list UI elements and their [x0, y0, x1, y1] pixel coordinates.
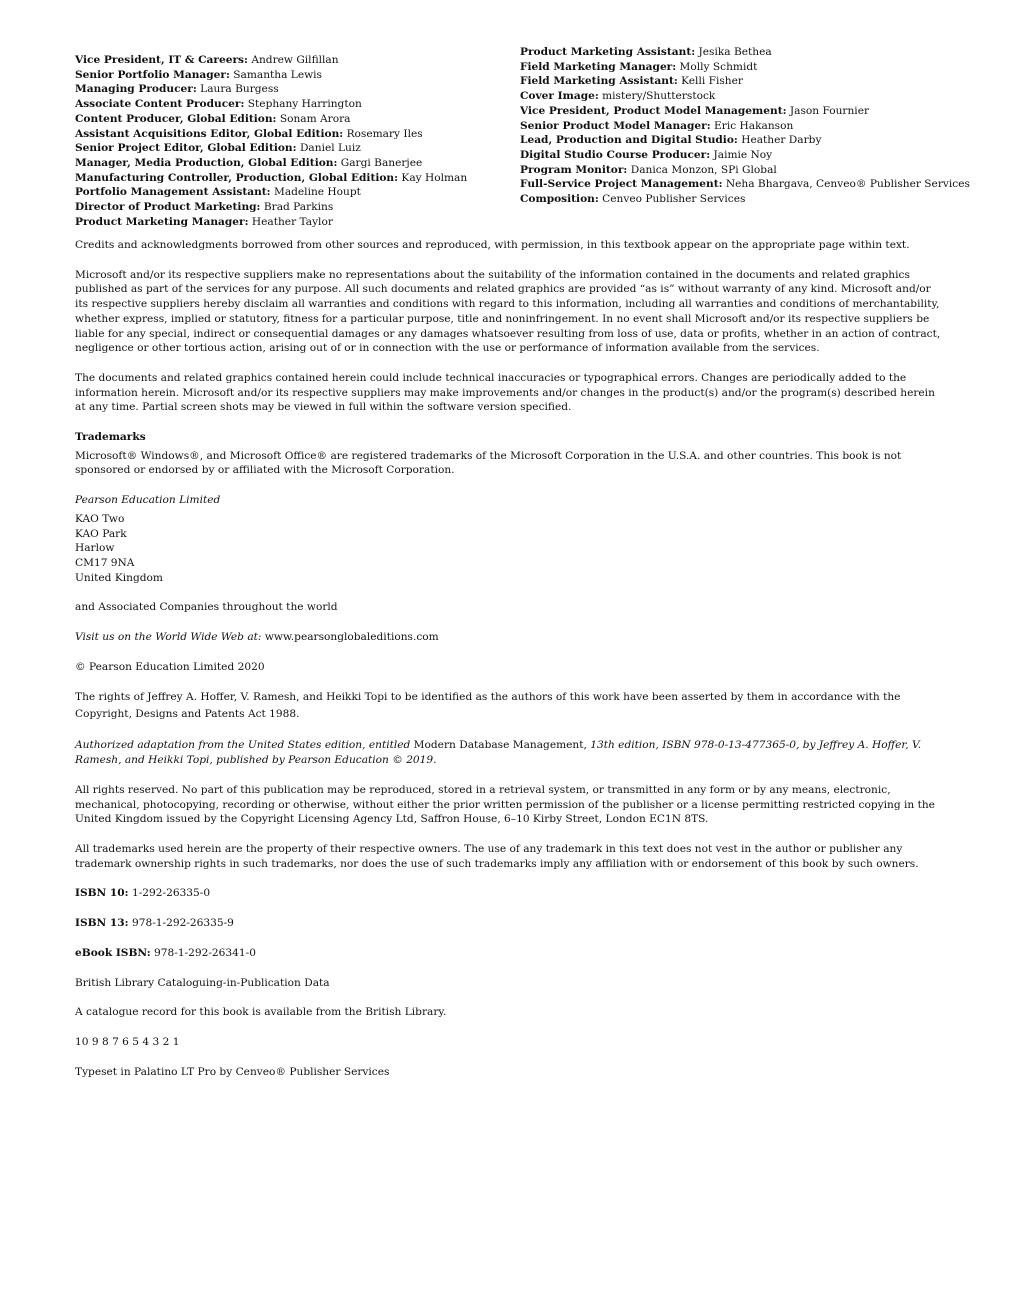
credit-line — [520, 119, 950, 134]
credit-role: Assistant Acquisitions Editor, Global Edition: — [75, 127, 344, 140]
isbn-13 — [75, 916, 945, 931]
isbn-10 — [75, 886, 945, 901]
body-text — [75, 238, 945, 1079]
trademarks-text: Microsoft® Windows®, and Microsoft Office® are registered trademarks of the Microsoft Corporation in the U.S.A. and other countries. This book is not sponsored or endorsed by or affiliated with the Microsoft Corporation. — [75, 449, 902, 477]
credit-role: Field Marketing Manager: — [520, 60, 677, 73]
credit-role: Portfolio Management Assistant: — [75, 186, 271, 199]
credit-name: Laura Burgess — [200, 83, 279, 96]
credit-role: Director of Product Marketing: — [75, 201, 261, 214]
credit-line — [75, 53, 495, 68]
credit-line — [520, 163, 950, 178]
credit-role: Cover Image: — [520, 90, 599, 103]
credit-role: Manufacturing Controller, Production, Global Edition: — [75, 171, 399, 184]
credit-role: Field Marketing Assistant: — [520, 75, 678, 88]
all-rights-reserved: All rights reserved. No part of this publication may be reproduced, stored in a retrieval system, or transmitted in any form or by any means, electronic, mechanical, photocopying, recording or otherwise, without either the prior written permission of the publisher or a license permitting restricted copying in the United Kingdom issued by the Copyright Licensing Agency Ltd, Saffron House, 6–10 Kirby Street, London EC1N 8TS. — [75, 783, 935, 826]
address-line: CM17 9NA — [75, 556, 135, 569]
address-line: United Kingdom — [75, 571, 163, 584]
credit-name: Andrew Gilfillan — [251, 54, 339, 66]
address-line: KAO Two — [75, 512, 125, 525]
credit-name: Rosemary Iles — [346, 127, 423, 140]
credit-name: Sonam Arora — [279, 112, 351, 125]
typeset-credit: Typeset in Palatino LT Pro by Cenveo® Publisher Services — [75, 1065, 390, 1078]
cip-data: British Library Cataloguing-in-Publication Data — [75, 976, 330, 989]
address-line: Harlow — [75, 542, 115, 555]
credit-name: mistery/Shutterstock — [602, 90, 716, 103]
isbn-13-value: 978-1-292-26335-9 — [131, 917, 234, 930]
credit-name: Jesika Bethea — [698, 46, 772, 58]
credit-name: Samantha Lewis — [233, 68, 322, 81]
credit-name: Madeline Houpt — [273, 186, 361, 199]
credits-acknowledgment: Credits and acknowledgments borrowed from other sources and reproduced, with permission, in this textbook appear on the appropriate page within text. — [75, 239, 910, 251]
credit-line — [520, 104, 950, 119]
isbn-13-label: ISBN 13: — [75, 917, 129, 930]
credit-role: Product Marketing Assistant: — [520, 46, 696, 58]
credit-role: Senior Portfolio Manager: — [75, 68, 230, 81]
website-url[interactable]: www.pearsonglobaleditions.com — [264, 631, 439, 644]
credit-role: Managing Producer: — [75, 83, 197, 96]
microsoft-disclaimer: Microsoft and/or its respective suppliers make no representations about the suitability of the information contained in the documents and related graphics published as part of the services for any purpose. All such documents and related graphics are provided “as is” without warranty of any kind. Microsoft and/or its respective suppliers hereby disclaim all warranties and conditions with regard to this information, including all warranties and conditions of merchantability, whether express, implied or statutory, fitness for a particular purpose, title and noninfringement. In no event shall Microsoft and/or its respective suppliers be liable for any special, indirect or consequential damages or any damages whatsoever resulting from loss of use, data or profits, whether in an action of contract, negligence or other tortious action, arising out of or in connection with the use or performance of information available from the services. — [75, 268, 941, 355]
credit-name: Jaimie Noy — [713, 148, 773, 161]
credit-name: Neha Bhargava, Cenveo® Publisher Services — [725, 178, 970, 191]
credit-line — [520, 192, 950, 207]
credit-line — [75, 215, 495, 230]
credit-role: Composition: — [520, 193, 599, 206]
credit-role: Program Monitor: — [520, 163, 628, 176]
ebook-isbn — [75, 946, 945, 961]
credit-name: Kay Holman — [401, 171, 468, 184]
adaptation-suffix: 13th edition, ISBN 978-0-13-477365-0, by Jeffrey A. Hoffer, V. Ramesh, and Heikki Topi, published by Pearson Education © 2019. — [75, 739, 922, 767]
credit-name: Brad Parkins — [263, 201, 334, 214]
credit-line — [520, 89, 950, 104]
isbn-10-value: 1-292-26335-0 — [131, 887, 211, 900]
credit-role: Manager, Media Production, Global Edition: — [75, 156, 338, 169]
credit-name: Daniel Luiz — [299, 142, 361, 155]
print-line: 10 9 8 7 6 5 4 3 2 1 — [75, 1035, 180, 1048]
credit-role: Vice President, Product Model Management: — [520, 104, 787, 117]
credit-line — [75, 97, 495, 112]
trademark-owners: All trademarks used herein are the property of their respective owners. The use of any trademark in this text does not vest in the author or publisher any trademark ownership rights in such trademarks, nor does the use of such trademarks imply any affiliation with or endorsement of this book by such owners. — [75, 842, 919, 870]
credit-role: Senior Project Editor, Global Edition: — [75, 142, 297, 155]
credit-line — [75, 141, 495, 156]
credits-left-column — [75, 53, 495, 229]
credit-line — [520, 133, 950, 148]
credit-role: Product Marketing Manager: — [75, 215, 249, 228]
credit-role: Digital Studio Course Producer: — [520, 148, 711, 161]
credit-line — [75, 82, 495, 97]
credit-name: Kelli Fisher — [681, 75, 743, 88]
credit-line — [75, 127, 495, 142]
credits-right-column — [520, 45, 970, 207]
credit-name: Heather Darby — [741, 134, 822, 147]
credit-line — [75, 112, 495, 127]
credit-line — [75, 156, 495, 171]
credit-role: Full-Service Project Management: — [520, 178, 723, 191]
credit-name: Molly Schmidt — [679, 60, 758, 73]
credit-role: Associate Content Producer: — [75, 98, 245, 111]
isbn-10-label: ISBN 10: — [75, 887, 129, 900]
credit-line — [75, 200, 495, 215]
credit-line — [520, 74, 950, 89]
publisher-address — [75, 512, 945, 586]
trademarks-heading: Trademarks — [75, 431, 146, 444]
copyright-notice: © Pearson Education Limited 2020 — [75, 660, 265, 673]
technical-disclaimer: The documents and related graphics contained herein could include technical inaccuracies or typographical errors. Changes are periodically added to the information herein. Microsoft and/or its respective suppliers may make improvements and/or changes in the product(s) and/or the program(s) described herein at any time. Partial screen shots may be viewed in full within the software version specified. — [75, 371, 935, 414]
credit-name: Jason Fournier — [789, 104, 870, 117]
credit-name: Heather Taylor — [251, 215, 333, 228]
credit-name: Stephany Harrington — [247, 98, 362, 111]
catalogue-record: A catalogue record for this book is available from the British Library. — [75, 1006, 447, 1019]
credit-name: Cenveo Publisher Services — [602, 193, 746, 206]
ebook-isbn-label: eBook ISBN: — [75, 946, 151, 959]
adaptation-title: Modern Database Management, — [413, 739, 587, 752]
credit-role: Content Producer, Global Edition: — [75, 112, 277, 125]
credit-name: Danica Monzon, SPi Global — [630, 163, 777, 176]
website-line — [75, 630, 945, 645]
credit-line — [520, 177, 970, 192]
associated-companies: and Associated Companies throughout the world — [75, 601, 338, 614]
credit-line — [520, 148, 950, 163]
credit-line — [75, 185, 495, 200]
adaptation-notice — [75, 738, 945, 767]
address-line: KAO Park — [75, 527, 127, 540]
author-rights: The rights of Jeffrey A. Hoffer, V. Ramesh, and Heikki Topi to be identified as the authors of this work have been asserted by them in accordance with the Copyright, Designs and Patents Act 1988. — [75, 691, 901, 721]
credit-role: Vice President, IT & Careers: — [75, 54, 248, 66]
credit-role: Lead, Production and Digital Studio: — [520, 134, 738, 147]
credit-name: Eric Hakanson — [714, 119, 794, 132]
adaptation-prefix: Authorized adaptation from the United States edition, entitled — [75, 739, 411, 752]
ebook-isbn-value: 978-1-292-26341-0 — [154, 946, 256, 959]
credit-line — [520, 60, 950, 75]
credit-line — [520, 45, 950, 60]
credit-role: Senior Product Model Manager: — [520, 119, 711, 132]
website-label: Visit us on the World Wide Web at: — [75, 631, 262, 644]
credit-line — [75, 68, 495, 83]
credit-name: Gargi Banerjee — [340, 156, 423, 169]
credit-line — [75, 171, 495, 186]
publisher-name: Pearson Education Limited — [75, 494, 221, 507]
